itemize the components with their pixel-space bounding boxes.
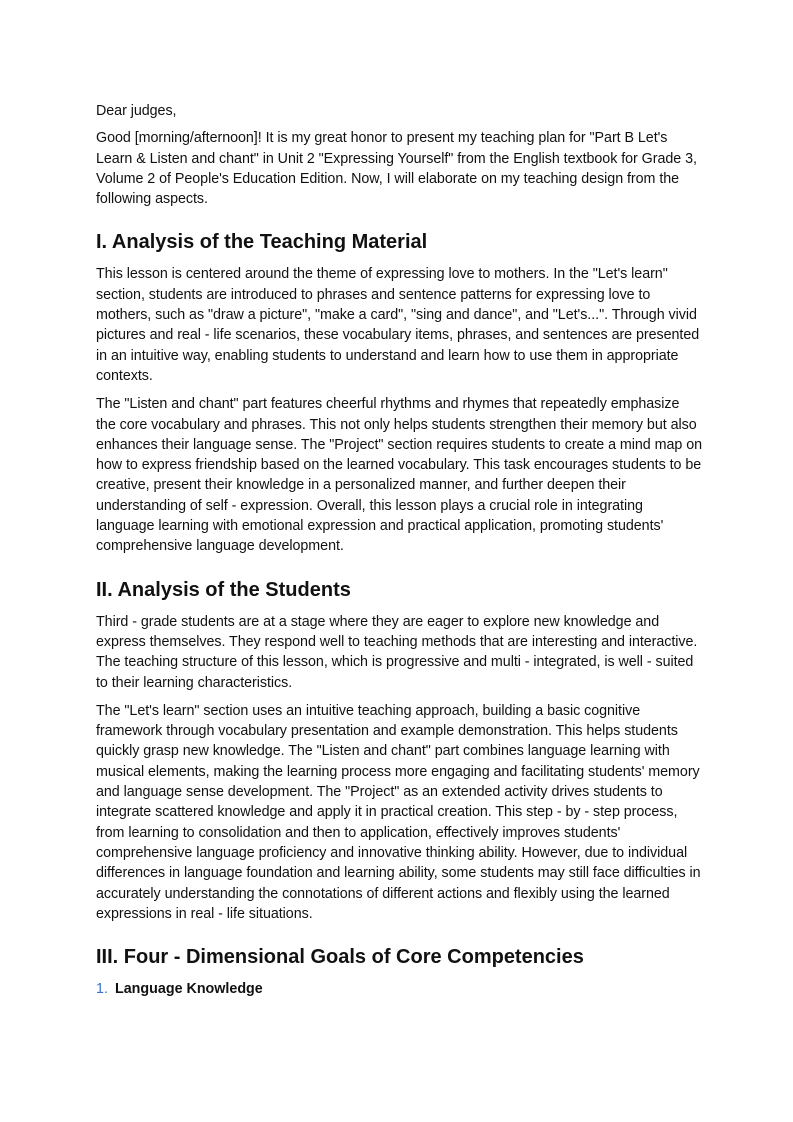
intro-paragraph: Good [morning/afternoon]! It is my great honor to present my teaching plan for "Part B Let's Learn & Listen and chant" in Unit 2 "Expressing Yourself" from the English textbook for Grade 3, Volume 2 of People's Education Edition. Now, I will elaborate on my teaching design from the following aspects. [96, 130, 697, 208]
body-paragraph: The "Listen and chant" part features cheerful rhythms and rhymes that repeatedly emphasize the core vocabulary and phrases. This not only helps students strengthen their memory but also enhances their language sense. The "Project" section requires students to create a mind map on how to express friendship based on the learned vocabulary. This task encourages students to be creative, present their knowledge in a personalized manner, and further deepen their understanding of self - expression. Overall, this lesson plays a crucial role in integrating language learning with emotional expression and practical application, promoting students' comprehensive language development. [96, 396, 703, 555]
body-paragraph: The "Let's learn" section uses an intuitive teaching approach, building a basic cognitive framework through vocabulary presentation and example demonstration. This helps students quickly grasp new knowledge. The "Listen and chant" part combines language learning with musical elements, making the learning process more engaging and facilitating students' memory and language sense development. The "Project" as an extended activity drives students to integrate scattered knowledge and apply it in practical creation. This step - by - step process, from learning to consolidation and then to application, effectively improves students' comprehensive language proficiency and innovative thinking ability. However, due to individual differences in language foundation and learning ability, some students may still face difficulties in accurately understanding the connotations of different actions and flexibly using the learned expressions in real - life situations. [96, 702, 701, 922]
list-item [96, 979, 703, 999]
list-number: 1. [96, 981, 108, 998]
body-paragraph: Third - grade students are at a stage where they are eager to explore new knowledge and express themselves. They respond well to teaching methods that are interesting and interactive. The teaching structure of this lesson, which is progressive and multi - integrated, is well - suited to their learning characteristics. [96, 613, 698, 691]
body-paragraph: This lesson is centered around the theme of expressing love to mothers. In the "Let's learn" section, students are introduced to phrases and sentence patterns for expressing love to mothers, such as "draw a picture", "make a card", "sing and dance", and "Let's...". Through vivid pictures and real - life scenarios, these vocabulary items, phrases, and sentences are presented in an intuitive way, enabling students to understand and learn how to use them in appropriate contexts. [96, 266, 700, 384]
section-heading-students: II. Analysis of the Students [96, 578, 351, 601]
section-heading-teaching-material: I. Analysis of the Teaching Material [96, 231, 428, 254]
salutation: Dear judges, [96, 103, 177, 119]
section-heading-core-competencies: III. Four - Dimensional Goals of Core Competencies [96, 946, 584, 969]
list-label: Language Knowledge [115, 981, 263, 998]
